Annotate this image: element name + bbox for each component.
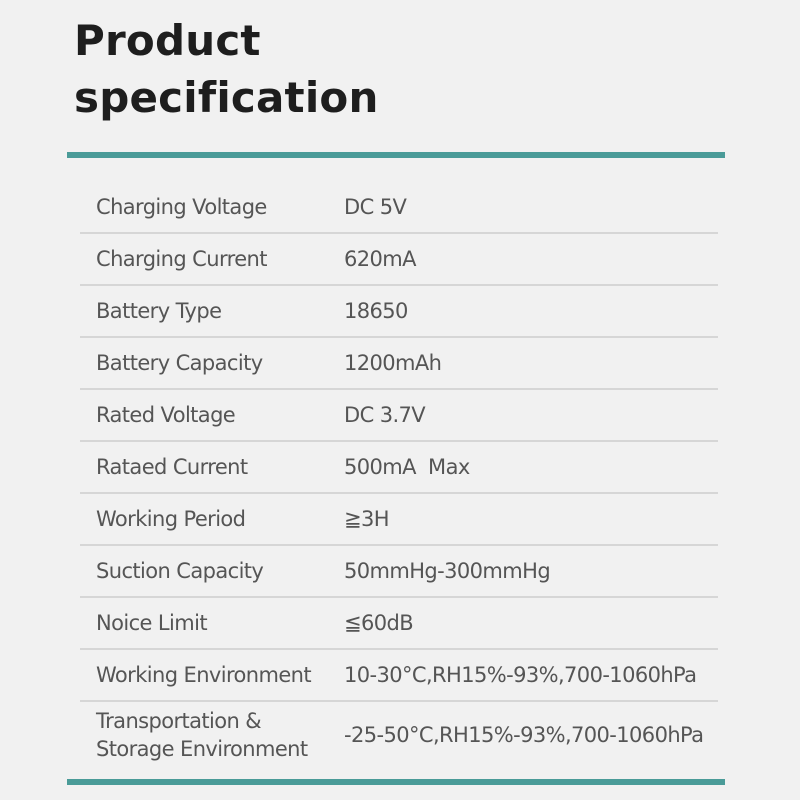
spec-label: Working Environment [96, 663, 312, 687]
spec-value: ≦60dB [344, 611, 414, 635]
spec-label: Suction Capacity [96, 559, 264, 583]
spec-row-working-environment [80, 650, 718, 702]
spec-label: Rated Voltage [96, 403, 236, 427]
page-title-line-1: Product [74, 16, 261, 65]
spec-row-rated-current [80, 442, 718, 494]
spec-value: 50mmHg-300mmHg [344, 559, 551, 583]
spec-label: Rataed Current [96, 455, 248, 479]
spec-row-charging-voltage [80, 182, 718, 234]
spec-row-working-period [80, 494, 718, 546]
spec-value: 10-30°C,RH15%-93%,700-1060hPa [344, 663, 697, 687]
spec-label: Charging Current [96, 247, 267, 271]
spec-label: Working Period [96, 507, 246, 531]
page-title-line-2: specification [74, 73, 379, 122]
spec-table [80, 182, 718, 768]
spec-value: DC 5V [344, 195, 407, 219]
spec-label-line-2: Storage Environment [96, 737, 308, 761]
spec-value: 1200mAh [344, 351, 442, 375]
spec-value: -25-50°C,RH15%-93%,700-1060hPa [344, 723, 704, 747]
spec-label-line-1: Transportation & [96, 709, 262, 733]
spec-label: Charging Voltage [96, 195, 267, 219]
spec-value: 500mA Max [344, 455, 470, 479]
spec-row-rated-voltage [80, 390, 718, 442]
spec-label: Battery Capacity [96, 351, 263, 375]
spec-label: Noice Limit [96, 611, 207, 635]
spec-value: ≧3H [344, 507, 389, 531]
spec-row-noise-limit [80, 598, 718, 650]
spec-value: 18650 [344, 299, 408, 323]
spec-value: 620mA [344, 247, 416, 271]
page-title [74, 12, 379, 126]
spec-row-transport-storage-environment [80, 702, 718, 768]
top-accent-bar [67, 152, 725, 158]
bottom-accent-bar [67, 779, 725, 785]
spec-row-charging-current [80, 234, 718, 286]
spec-value: DC 3.7V [344, 403, 426, 427]
spec-row-battery-type [80, 286, 718, 338]
spec-row-battery-capacity [80, 338, 718, 390]
spec-label: Battery Type [96, 299, 222, 323]
spec-row-suction-capacity [80, 546, 718, 598]
spec-label [96, 707, 336, 763]
